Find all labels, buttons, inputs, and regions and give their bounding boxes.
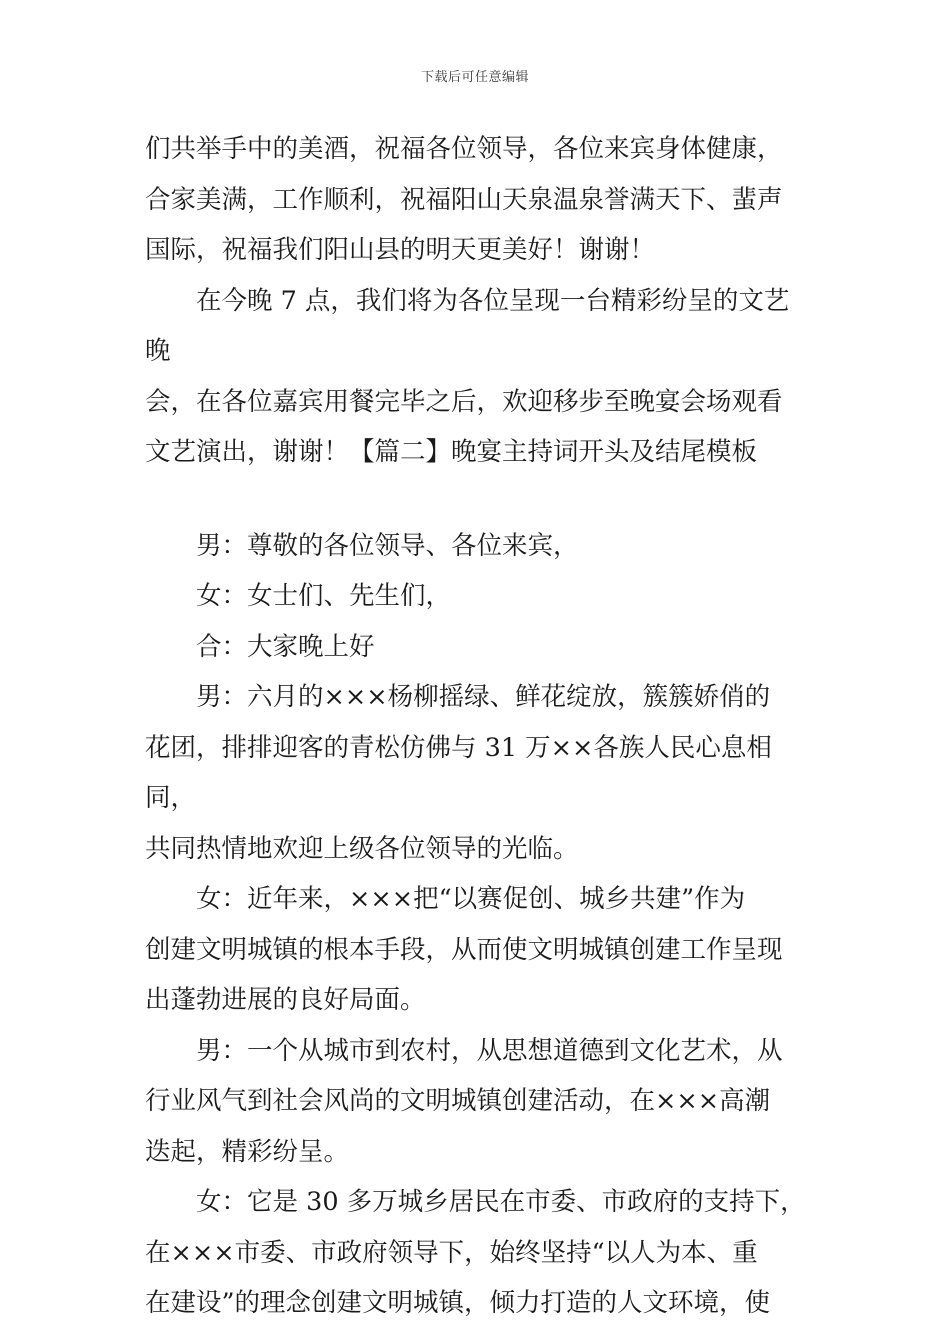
text-line: 在×××市委、市政府领导下，始终坚持“以人为本、重 bbox=[145, 1237, 758, 1268]
text-line: 会，在各位嘉宾用餐完毕之后，欢迎移步至晚宴会场观看 bbox=[145, 386, 783, 417]
page-header: 下载后可任意编辑 bbox=[420, 70, 529, 85]
paragraph bbox=[145, 622, 810, 673]
document-body bbox=[145, 124, 810, 1329]
text-line: 合家美满，工作顺利，祝福阳山天泉温泉誉满天下、蜚声 bbox=[145, 184, 783, 215]
paragraph bbox=[145, 1177, 810, 1329]
text-line: 文艺演出，谢谢！【篇二】晚宴主持词开头及结尾模板 bbox=[145, 437, 758, 467]
text-line: 合：大家晚上好 bbox=[145, 631, 375, 662]
text-line: 们共举手中的美酒，祝福各位领导，各位来宾身体健康， bbox=[145, 134, 783, 164]
text-line: 女：近年来，×××把“以赛促创、城乡共建”作为 bbox=[145, 884, 746, 914]
text-line: 男：一个从城市到农村，从思想道德到文化艺术，从 bbox=[145, 1035, 783, 1066]
paragraph bbox=[145, 1026, 810, 1178]
text-line: 行业风气到社会风尚的文明城镇创建活动，在×××高潮 bbox=[145, 1086, 771, 1116]
paragraph bbox=[145, 571, 810, 622]
text-line: 男：尊敬的各位领导、各位来宾， bbox=[145, 530, 579, 561]
text-line: 女：女士们、先生们， bbox=[145, 581, 452, 611]
text-line: 创建文明城镇的根本手段，从而使文明城镇创建工作呈现 bbox=[145, 934, 783, 965]
paragraph bbox=[145, 124, 810, 276]
text-line: 迭起，精彩纷呈。 bbox=[145, 1136, 350, 1167]
text-line: 共同热情地欢迎上级各位领导的光临。 bbox=[145, 833, 579, 864]
text-line: 在今晚 7 点，我们将为各位呈现一台精彩纷呈的文艺晚 bbox=[145, 285, 790, 366]
text-line: 花团，排排迎客的青松仿佛与 31 万××各族人民心息相同， bbox=[145, 732, 772, 813]
text-line: 出蓬勃进展的良好局面。 bbox=[145, 985, 426, 1015]
paragraph bbox=[145, 672, 810, 874]
text-line: 在建设”的理念创建文明城镇，倾力打造的人文环境，使 bbox=[145, 1288, 771, 1318]
paragraph bbox=[145, 874, 810, 1026]
text-line: 国际，祝福我们阳山县的明天更美好！谢谢！ bbox=[145, 235, 656, 265]
paragraph-gap bbox=[145, 478, 810, 521]
text-line: 男：六月的×××杨柳摇绿、鲜花绽放，簇簇娇俏的 bbox=[145, 682, 771, 712]
text-line: 女：它是 30 多万城乡居民在市委、市政府的支持下， bbox=[145, 1187, 806, 1217]
paragraph bbox=[145, 521, 810, 572]
paragraph bbox=[145, 276, 810, 478]
